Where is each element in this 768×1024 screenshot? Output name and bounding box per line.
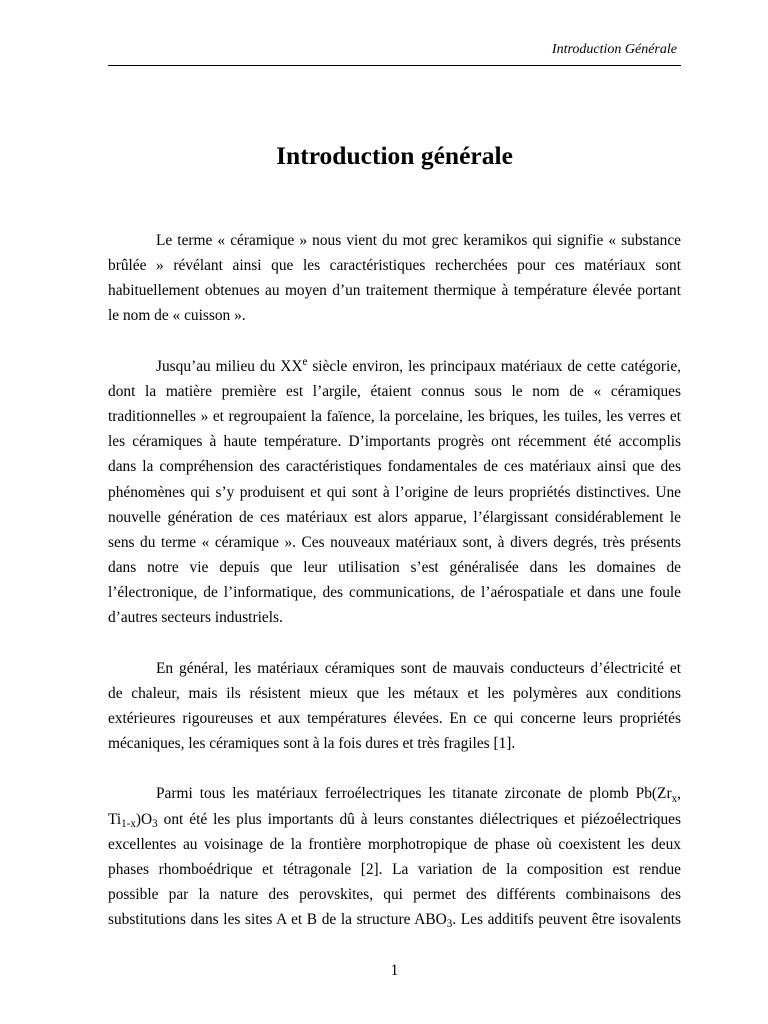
- text-segment: siècle environ, les principaux matériaux de cette catégorie,: [307, 357, 681, 375]
- text-segment: Parmi tous les matériaux ferroélectriques les titanate zirconate de plomb Pb(Zr: [156, 785, 672, 803]
- paragraph-1: [108, 228, 681, 329]
- text-line: les céramiques à haute température. D’importants progrès ont récemment été accomplis: [108, 433, 681, 451]
- text-line: dans la compréhension des caractéristiques fondamentales de ces matériaux ainsi que des: [108, 458, 681, 476]
- text-segment: . Les additifs peuvent être isovalents: [452, 911, 681, 929]
- subscript: x: [671, 792, 678, 805]
- subscript: 3: [152, 817, 158, 830]
- text-line: [108, 781, 681, 806]
- text-line: [108, 907, 681, 932]
- text-line: extérieures rigoureuses et aux températures élevées. En ce qui concerne leurs propriétés: [108, 709, 681, 727]
- text-line: dont la matière première est l’argile, étaient connus sous le nom de « céramiques: [108, 382, 681, 400]
- superscript: e: [302, 355, 308, 368]
- paragraph-3: [108, 656, 681, 757]
- text-line: de chaleur, mais ils résistent mieux que les métaux et les polymères aux conditions: [108, 684, 681, 702]
- text-segment: ,: [677, 785, 681, 803]
- text-line: sens du terme « céramique ». Ces nouveaux matériaux sont, à divers degrés, très présents: [108, 533, 681, 551]
- page-number: 1: [390, 962, 399, 979]
- text-segment: ont été les plus importants dû à leurs constantes diélectriques et piézoélectriques: [157, 810, 681, 828]
- text-line: phénomènes qui s’y produisent et qui sont à l’origine de leurs propriétés distinctives. Une: [108, 483, 681, 501]
- text-line: [108, 807, 681, 832]
- running-header: Introduction Générale: [551, 42, 677, 57]
- text-line: Le terme « céramique » nous vient du mot grec keramikos qui signifie « substance: [156, 232, 681, 249]
- body-text: [108, 228, 681, 957]
- paragraph-4: [108, 781, 681, 932]
- text-segment: substitutions dans les sites A et B de la structure ABO: [108, 911, 447, 929]
- text-line: le nom de « cuisson ».: [108, 307, 246, 325]
- text-segment: Jusqu’au milieu du XX: [156, 357, 303, 375]
- text-line: traditionnelles » et regroupaient la faïence, la porcelaine, les briques, les tuiles, les verres et: [108, 408, 681, 426]
- page-title: Introduction générale: [276, 141, 513, 170]
- text-line: En général, les matériaux céramiques sont de mauvais conducteurs d’électricité et: [156, 659, 681, 677]
- subscript: 1-x: [121, 817, 136, 830]
- text-line: [108, 354, 681, 379]
- text-line: mécaniques, les céramiques sont à la fois dures et très fragiles [1].: [108, 735, 516, 753]
- text-line: brûlée » révélant ainsi que les caractéristiques recherchées pour ces matériaux sont: [108, 257, 681, 275]
- text-line: dans notre vie depuis que leur utilisation s’est généralisée dans les domaines de: [108, 559, 681, 577]
- text-line: l’électronique, de l’informatique, des communications, de l’aérospatiale et dans une foule: [108, 584, 681, 602]
- text-line: possible par la nature des perovskites, qui permet des différents combinaisons des: [108, 886, 681, 904]
- text-segment: Ti: [108, 810, 122, 828]
- text-line: phases rhomboédrique et tétragonale [2]. La variation de la composition est rendue: [108, 860, 681, 878]
- text-segment: )O: [135, 810, 153, 828]
- text-line: d’autres secteurs industriels.: [108, 609, 283, 627]
- text-line: habituellement obtenues au moyen d’un traitement thermique à température élevée portant: [108, 282, 681, 300]
- paragraph-2: [108, 354, 681, 631]
- header-rule: [108, 65, 681, 66]
- text-line: excellentes au voisinage de la frontière morphotropique de phase où coexistent les deux: [108, 835, 681, 853]
- text-line: nouvelle génération de ces matériaux est alors apparue, l’élargissant considérablement le: [108, 508, 681, 526]
- subscript: 3: [446, 918, 453, 931]
